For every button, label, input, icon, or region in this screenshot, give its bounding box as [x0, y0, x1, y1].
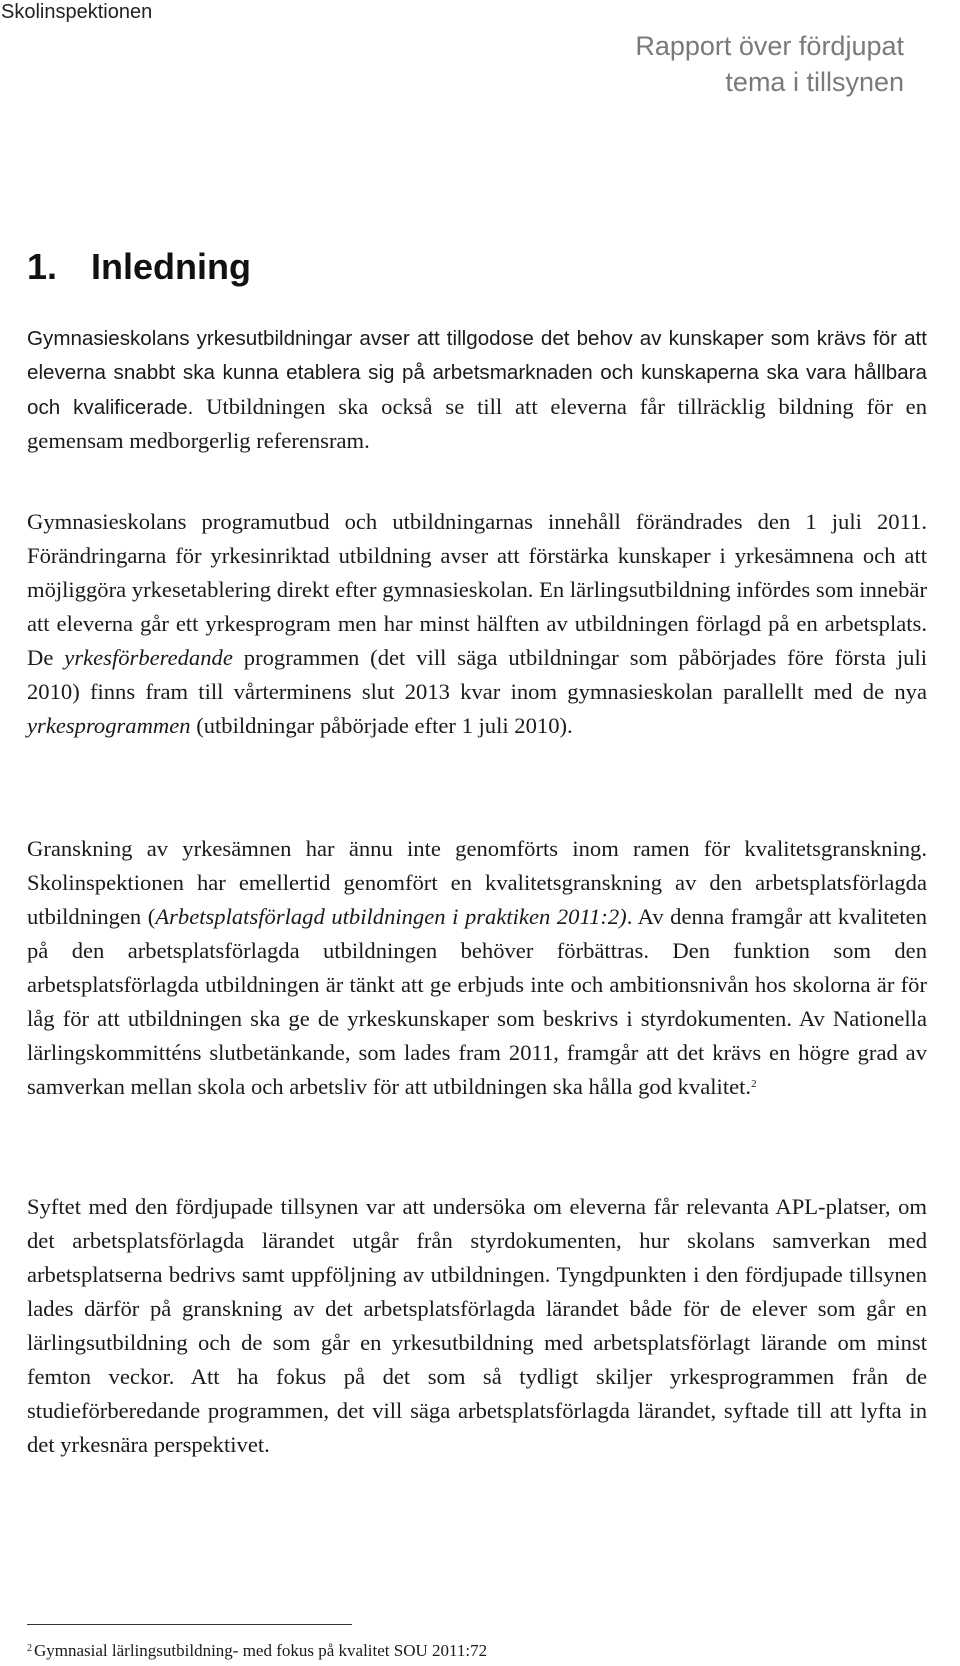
report-type-line-2: tema i tillsynen: [725, 67, 904, 97]
paragraph-2-text-a: Gymnasieskolans programutbud och utbildningarnas innehåll förändrades den 1 juli 2011. Förändringarna för yrkesinriktad utbildning avser att förstärka kunskaper i yrkesämnena och att möjliggöra yrkesetablering direkt efter gymnasieskolan. En lärlingsutbildning infördes som innebär att eleverna går ett yrkesprogram men har minst hälften av utbildningen förlagd på en arbetsplats. De: [27, 509, 927, 670]
chapter-title: Inledning: [91, 246, 251, 287]
organization-name: Skolinspektionen: [1, 1, 153, 23]
footnote-divider: [27, 1624, 352, 1625]
paragraph-2: [27, 505, 927, 743]
paragraph-3: [27, 832, 927, 1104]
report-type-line-1: Rapport över fördjupat: [635, 31, 904, 61]
paragraph-1-serif: Utbildningen ska också se till att eleverna får tillräcklig bildning för en gemensam medborgerlig referensram.: [27, 393, 927, 454]
paragraph-4-text: Syftet med den fördjupade tillsynen var att undersöka om eleverna får relevanta APL-platser, om det arbetsplatsförlagda lärandet utgår från styrdokumenten, hur skolans samverkan med arbetsplatserna bedrivs samt uppföljning av utbildningen. Tyngdpunkten i den fördjupade tillsynen lades därför på granskning av det arbetsplatsförlagda lärandet både för de elever som går en lärlingsutbildning och de som går en yrkesutbildning med arbetsplatsförlagt lärande om minst femton veckor. Att ha fokus på det som så tydligt skiljer yrkesprogrammen från de studieförberedande programmen, det vill säga arbetsplatsförlagda lärandet, syftade till att lyfta in det yrkesnära perspektivet.: [27, 1194, 927, 1457]
paragraph-1-sans: Gymnasieskolans yrkesutbildningar avser att tillgodose det behov av kunskaper som krävs för att eleverna snabbt ska kunna etablera sig på arbetsmarknaden och kunskaperna ska vara hållbara och kvalificerade.: [27, 327, 927, 419]
paragraph-2-emphasis-2: yrkesprogrammen: [27, 713, 191, 738]
paragraph-4: [27, 1190, 927, 1462]
paragraph-1: [27, 322, 927, 458]
footnote-number: 2: [27, 1643, 32, 1654]
paragraph-2-emphasis-1: yrkesförberedande: [64, 645, 233, 670]
paragraph-3-text-a: Granskning av yrkesämnen har ännu inte genomförts inom ramen för kvalitetsgranskning. Skolinspektionen har emellertid genomfört en kvalitetsgranskning av den arbetsplatsförlagda utbildningen (: [27, 836, 927, 929]
report-type: [635, 28, 904, 100]
footnote: [27, 1640, 487, 1662]
chapter-number: 1.: [27, 246, 58, 287]
paragraph-2-text-b: programmen (det vill säga utbildningar som påbörjades före första juli 2010) finns fram till vårterminens slut 2013 kvar inom gymnasieskolan parallellt med de nya: [27, 645, 927, 704]
paragraph-3-text-b: . Av denna framgår att kvaliteten på den arbetsplatsförlagda utbildningen behöver förbättras. Den funktion som den arbetsplatsförlagda utbildningen är tänkt att ge erbjuds inte och ambitionsnivån hos skolorna är för låg för att utbildningen ska ge de yrkeskunskaper som beskrivs i styrdokumenten. Av Nationella lärlingskommitténs slutbetänkande, som lades fram 2011, framgår att det krävs en högre grad av samverkan mellan skola och arbetsliv för att utbildningen ska hålla god kvalitet.: [27, 904, 927, 1099]
paragraph-2-text-c: (utbildningar påbörjade efter 1 juli 2010).: [190, 713, 573, 738]
paragraph-3-emphasis: Arbetsplatsförlagd utbildningen i praktiken 2011:2): [155, 904, 627, 929]
footnote-reference[interactable]: 2: [751, 1078, 757, 1090]
chapter-heading: [27, 245, 251, 289]
footnote-text: Gymnasial lärlingsutbildning- med fokus på kvalitet SOU 2011:72: [34, 1641, 488, 1660]
